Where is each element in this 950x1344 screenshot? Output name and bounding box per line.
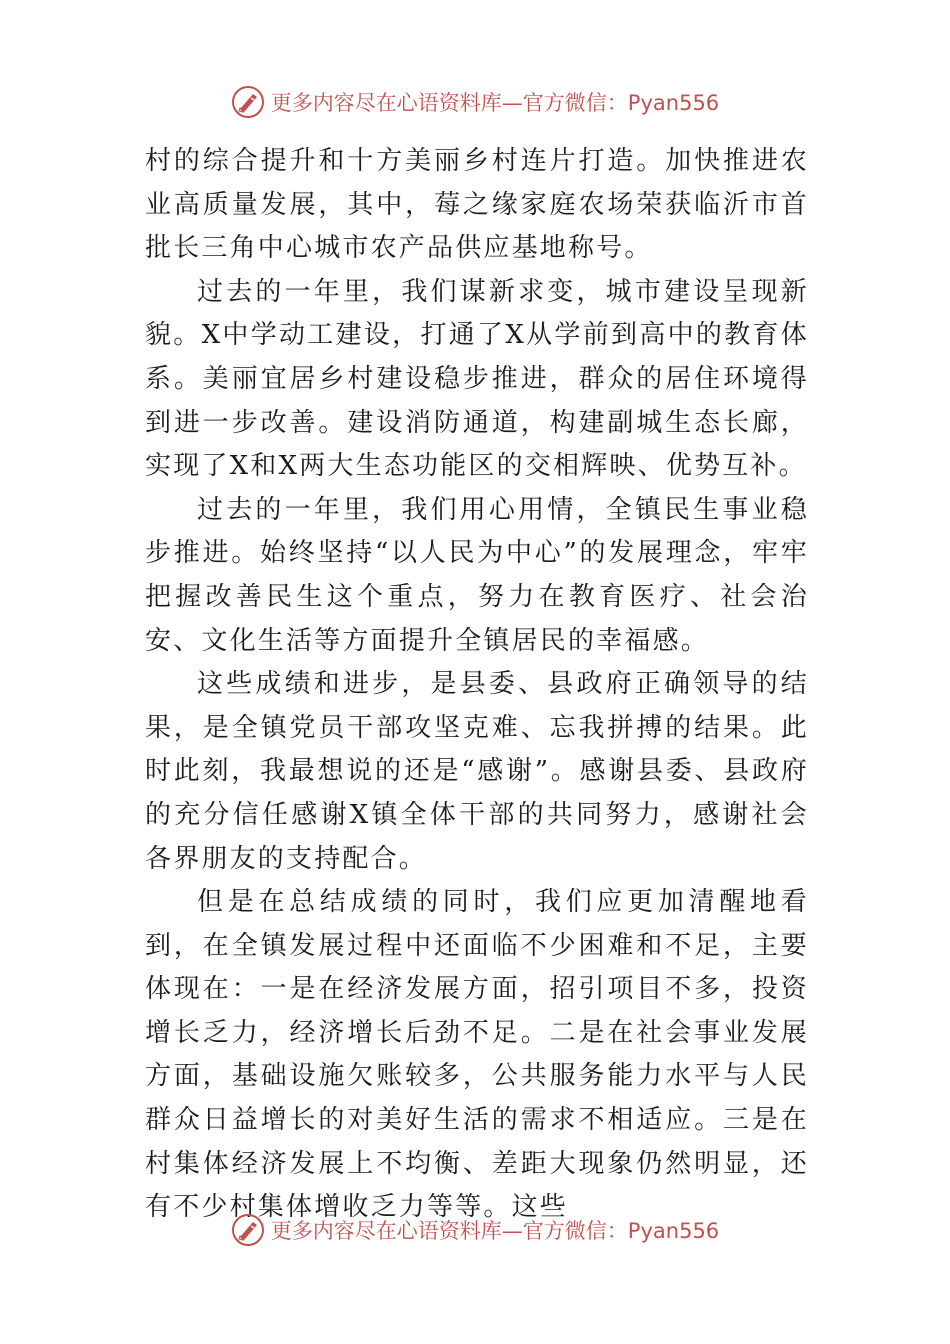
header-watermark [0,85,950,119]
footer-watermark [0,1213,950,1247]
paragraph-4: 这些成绩和进步，是县委、县政府正确领导的结果，是全镇党员干部攻坚克难、忘我拼搏的结果。此时此刻，我最想说的还是“感谢”。感谢县委、县政府的充分信任感谢X镇全体干部的共同努力，感谢社会各界朋友的支持配合。 [145,669,809,874]
paragraph-5: 但是在总结成绩的同时，我们应更加清醒地看到，在全镇发展过程中还面临不少困难和不足，主要体现在：一是在经济发展方面，招引项目不多，投资增长乏力，经济增长后劲不足。二是在社会事业发展方面，基础设施欠账较多，公共服务能力水平与人民群众日益增长的对美好生活的需求不相适应。三是在村集体经济发展上不均衡、差距大现象仍然明显，还有不少村集体增收乏力等等。这些 [145,887,809,1223]
pen-nib-logo-icon [231,85,265,119]
header-watermark-text: 更多内容尽在心语资料库—官方微信：Pyan556 [270,91,720,115]
paragraph-1: 村的综合提升和十方美丽乡村连片打造。加快推进农业高质量发展，其中，莓之缘家庭农场荣获临沂市首批长三角中心城市农产品供应基地称号。 [145,146,809,264]
paragraph-3: 过去的一年里，我们用心用情，全镇民生事业稳步推进。始终坚持“以人民为中心”的发展理念，牢牢把握改善民生这个重点，努力在教育医疗、社会治安、文化生活等方面提升全镇居民的幸福感。 [145,494,809,656]
paragraph-2: 过去的一年里，我们谋新求变，城市建设呈现新貌。X中学动工建设，打通了X从学前到高中的教育体系。美丽宜居乡村建设稳步推进，群众的居住环境得到进一步改善。建设消防通道，构建副城生态长廊，实现了X和X两大生态功能区的交相辉映、优势互补。 [145,276,809,482]
pen-nib-logo-icon [231,1213,265,1247]
footer-watermark-text: 更多内容尽在心语资料库—官方微信：Pyan556 [270,1219,720,1243]
document-body [145,140,809,1230]
